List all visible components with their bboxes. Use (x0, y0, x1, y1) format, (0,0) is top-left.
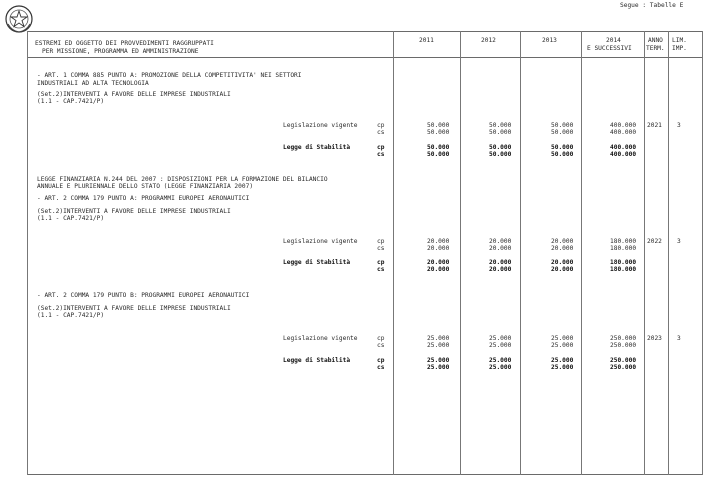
section-2-stab-label: Legge di Stabilità (283, 259, 351, 266)
section-2-vig-cp-2012: 20.000 (489, 238, 512, 245)
section-1-vig-cs-2013: 50.000 (551, 129, 574, 136)
section-1-sub-2: (1.1 - CAP.7421/P) (37, 98, 105, 105)
header-bottom-border (27, 57, 703, 58)
section-2-stab-cs-2013: 20.000 (551, 266, 574, 273)
section-1-stab-cp-2011: 50.000 (427, 144, 450, 151)
anno-header-1: ANNO (648, 37, 663, 44)
section-1-vig-cs-2011: 50.000 (427, 129, 450, 136)
republic-emblem-icon (4, 4, 34, 34)
section-3-vig-cs: cs (377, 342, 385, 349)
column-title-line-2: PER MISSIONE, PROGRAMMA ED AMMINISTRAZIONE (42, 48, 199, 55)
section-3-anno: 2023 (647, 335, 662, 342)
section-2-heading-1: - ART. 2 COMMA 179 PUNTO A: PROGRAMMI EUROPEI AERONAUTICI (37, 195, 250, 202)
table-top-border (27, 31, 703, 32)
section-2-vig-cp-2013: 20.000 (551, 238, 574, 245)
lim-header-2: IMP. (672, 45, 687, 52)
section-3-vig-cs-2013: 25.000 (551, 342, 574, 349)
section-3-sub-1: (Set.2)INTERVENTI A FAVORE DELLE IMPRESE INDUSTRIALI (37, 305, 231, 312)
section-3-stab-label: Legge di Stabilità (283, 357, 351, 364)
section-1-stab-cp-2014: 400.000 (610, 144, 637, 151)
section-2-sub-1: (Set.2)INTERVENTI A FAVORE DELLE IMPRESE INDUSTRIALI (37, 208, 231, 215)
col-divider-2012 (460, 31, 461, 475)
col-divider-lim (668, 31, 669, 475)
section-1-stab-label: Legge di Stabilità (283, 144, 351, 151)
section-1-stab-cp-2013: 50.000 (551, 144, 574, 151)
section-3-vig-cs-2012: 25.000 (489, 342, 512, 349)
year-successivi-header: E SUCCESSIVI (587, 45, 632, 52)
section-1-anno: 2021 (647, 122, 662, 129)
section-1-vig-cp-2011: 50.000 (427, 122, 450, 129)
section-2-lim: 3 (677, 238, 681, 245)
section-2-anno: 2022 (647, 238, 662, 245)
section-1-lim: 3 (677, 122, 681, 129)
section-1-vig-label: Legislazione vigente (283, 122, 358, 129)
section-1-heading-1: - ART. 1 COMMA 885 PUNTO A: PROMOZIONE DELLA COMPETITIVITA' NEI SETTORI (37, 72, 302, 79)
section-3-vig-cp-2014: 250.000 (610, 335, 637, 342)
section-2-stab-cs-2011: 20.000 (427, 266, 450, 273)
section-2-stab-cp: cp (377, 259, 385, 266)
col-divider-2011 (393, 31, 394, 475)
col-divider-2014 (581, 31, 582, 475)
lim-header-1: LIM. (672, 37, 687, 44)
section-1-stab-cs-2014: 400.000 (610, 151, 637, 158)
section-3-stab-cs-2011: 25.000 (427, 364, 450, 371)
section-1-vig-cs-2014: 400.000 (610, 129, 637, 136)
section-3-vig-cs-2014: 250.000 (610, 342, 637, 349)
section-2-stab-cs-2014: 180.000 (610, 266, 637, 273)
year-2014-header: 2014 (606, 37, 621, 44)
section-1-sub-1: (Set.2)INTERVENTI A FAVORE DELLE IMPRESE INDUSTRIALI (37, 91, 231, 98)
col-divider-anno (644, 31, 645, 475)
section-1-vig-cs-2012: 50.000 (489, 129, 512, 136)
section-2-sub-2: (1.1 - CAP.7421/P) (37, 215, 105, 222)
year-2012-header: 2012 (481, 37, 496, 44)
section-1-vig-cs: cs (377, 129, 385, 136)
section-3-heading-1: - ART. 2 COMMA 179 PUNTO B: PROGRAMMI EUROPEI AERONAUTICI (37, 292, 250, 299)
section-2-law-2: ANNUALE E PLURIENNALE DELLO STATO (LEGGE FINANZIARIA 2007) (37, 183, 254, 190)
section-2-law-1: LEGGE FINANZIARIA N.244 DEL 2007 : DISPOSIZIONI PER LA FORMAZIONE DEL BILANCIO (37, 176, 328, 183)
section-3-stab-cp: cp (377, 357, 385, 364)
section-2-vig-cp: cp (377, 238, 385, 245)
section-2-vig-cs: cs (377, 245, 385, 252)
section-3-vig-cp-2011: 25.000 (427, 335, 450, 342)
section-3-vig-cp: cp (377, 335, 385, 342)
section-1-stab-cs-2013: 50.000 (551, 151, 574, 158)
section-3-vig-cs-2011: 25.000 (427, 342, 450, 349)
section-1-vig-cp-2014: 400.000 (610, 122, 637, 129)
section-2-vig-cp-2014: 180.000 (610, 238, 637, 245)
section-2-stab-cp-2013: 20.000 (551, 259, 574, 266)
section-3-stab-cp-2013: 25.000 (551, 357, 574, 364)
table-bottom-border (27, 474, 703, 475)
column-title-line-1: ESTREMI ED OGGETTO DEI PROVVEDIMENTI RAGGRUPPATI (35, 40, 214, 47)
section-1-stab-cp: cp (377, 144, 385, 151)
section-2-vig-cs-2013: 20.000 (551, 245, 574, 252)
section-2-vig-cs-2012: 20.000 (489, 245, 512, 252)
section-1-stab-cs: cs (377, 151, 385, 158)
section-3-stab-cs-2013: 25.000 (551, 364, 574, 371)
section-3-sub-2: (1.1 - CAP.7421/P) (37, 312, 105, 319)
section-1-heading-2: INDUSTRIALI AD ALTA TECNOLOGIA (37, 80, 149, 87)
anno-header-2: TERM. (646, 45, 665, 52)
section-3-vig-cp-2013: 25.000 (551, 335, 574, 342)
year-2013-header: 2013 (542, 37, 557, 44)
section-2-stab-cs: cs (377, 266, 385, 273)
section-3-stab-cp-2011: 25.000 (427, 357, 450, 364)
section-2-vig-label: Legislazione vigente (283, 238, 358, 245)
section-1-vig-cp-2013: 50.000 (551, 122, 574, 129)
section-1-stab-cs-2012: 50.000 (489, 151, 512, 158)
section-1-vig-cp-2012: 50.000 (489, 122, 512, 129)
section-2-vig-cs-2011: 20.000 (427, 245, 450, 252)
col-divider-left (27, 31, 28, 475)
year-2011-header: 2011 (419, 37, 434, 44)
section-1-vig-cp: cp (377, 122, 385, 129)
section-3-vig-cp-2012: 25.000 (489, 335, 512, 342)
section-3-lim: 3 (677, 335, 681, 342)
section-2-stab-cp-2011: 20.000 (427, 259, 450, 266)
section-1-stab-cp-2012: 50.000 (489, 144, 512, 151)
section-3-stab-cs-2012: 25.000 (489, 364, 512, 371)
section-3-vig-label: Legislazione vigente (283, 335, 358, 342)
section-2-vig-cp-2011: 20.000 (427, 238, 450, 245)
section-2-vig-cs-2014: 180.000 (610, 245, 637, 252)
section-2-stab-cp-2012: 20.000 (489, 259, 512, 266)
section-1-stab-cs-2011: 50.000 (427, 151, 450, 158)
section-2-stab-cp-2014: 180.000 (610, 259, 637, 266)
section-3-stab-cs: cs (377, 364, 385, 371)
section-3-stab-cp-2014: 250.000 (610, 357, 637, 364)
col-divider-right (702, 31, 703, 475)
section-2-stab-cs-2012: 20.000 (489, 266, 512, 273)
col-divider-2013 (520, 31, 521, 475)
section-3-stab-cs-2014: 250.000 (610, 364, 637, 371)
section-3-stab-cp-2012: 25.000 (489, 357, 512, 364)
continued-label: Segue : Tabelle E (620, 2, 684, 9)
